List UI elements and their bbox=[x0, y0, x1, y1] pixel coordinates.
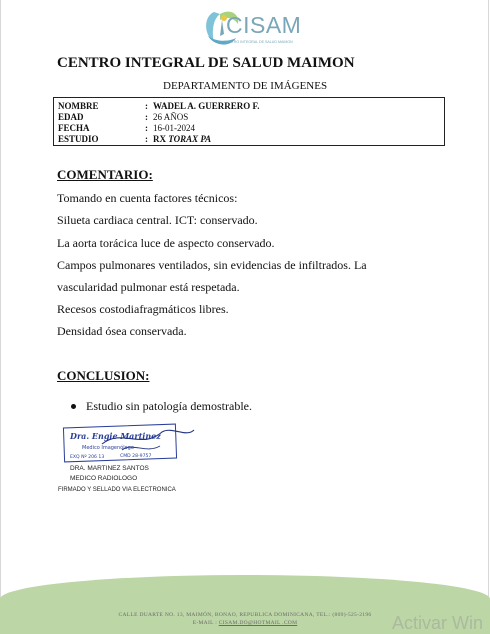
conclusion-heading: CONCLUSION: bbox=[57, 368, 150, 383]
bullet-icon bbox=[71, 404, 76, 409]
study-type-prefix: RX bbox=[153, 134, 169, 144]
logo-subtitle: CENTRO INTEGRAL DE SALUD MAIMON bbox=[224, 40, 293, 44]
comment-line: Recesos costodiafragmáticos libres. bbox=[57, 302, 229, 316]
comment-line: Tomando en cuenta factores técnicos: bbox=[57, 191, 238, 205]
conclusion-item: Estudio sin patología demostrable. bbox=[86, 399, 252, 413]
logo-wordmark: CISAM bbox=[226, 12, 302, 38]
patient-info-box bbox=[53, 97, 445, 146]
comment-line: Campos pulmonares ventilados, sin evidencias de infiltrados. La bbox=[57, 258, 367, 272]
comment-line: La aorta torácica luce de aspecto conservado. bbox=[57, 236, 275, 250]
signature-stamp bbox=[62, 420, 202, 464]
info-colon: : bbox=[145, 112, 148, 122]
page-title: CENTRO INTEGRAL DE SALUD MAIMON bbox=[57, 55, 355, 71]
doctor-name: DRA. MARTINEZ SANTOS bbox=[70, 465, 149, 472]
stamp-cmd: CMD 28-9757 bbox=[120, 454, 152, 459]
patient-name: WADEL A. GUERRERO F. bbox=[153, 101, 260, 111]
info-colon: : bbox=[145, 134, 148, 144]
sealed-note: FIRMADO Y SELLADO VIA ELECTRONICA bbox=[58, 487, 176, 493]
stamp-role: Medico Imagenólogo bbox=[82, 445, 134, 451]
department-label: DEPARTAMENTO DE IMÁGENES bbox=[163, 80, 328, 92]
comment-line: Silueta cardiaca central. ICT: conservado. bbox=[57, 213, 258, 227]
info-label: EDAD bbox=[58, 112, 84, 122]
info-colon: : bbox=[145, 101, 148, 111]
patient-age: 26 AÑOS bbox=[153, 112, 189, 122]
study-type bbox=[153, 134, 211, 144]
study-date: 16-01-2024 bbox=[153, 123, 195, 133]
stamp-name: Dra. Engie Martinez bbox=[70, 431, 161, 441]
study-type-detail: TORAX PA bbox=[168, 134, 212, 144]
footer-address: CALLE DUARTE NO. 13, MAIMÓN, BONAO, REPUBLICA DOMINICANA, TEL.: (809)-525-2196 bbox=[118, 612, 372, 618]
footer-email-label: E-MAIL : bbox=[192, 620, 219, 626]
info-label: FECHA bbox=[58, 123, 90, 133]
info-label: NOMBRE bbox=[58, 101, 99, 111]
doctor-title: MEDICO RADIOLOGO bbox=[70, 475, 138, 482]
stamp-exq: EXQ Nº 206 13 bbox=[70, 455, 105, 460]
activation-watermark: Activar Win bbox=[392, 613, 484, 633]
comment-heading: COMENTARIO: bbox=[57, 167, 153, 182]
comment-line: vascularidad pulmonar está respetada. bbox=[57, 280, 240, 294]
comment-line: Densidad ósea conservada. bbox=[57, 324, 187, 338]
info-label: ESTUDIO bbox=[58, 134, 99, 144]
footer-email-link[interactable]: CISAM.DO@HOTMAIL .COM bbox=[218, 620, 298, 626]
info-colon: : bbox=[145, 123, 148, 133]
